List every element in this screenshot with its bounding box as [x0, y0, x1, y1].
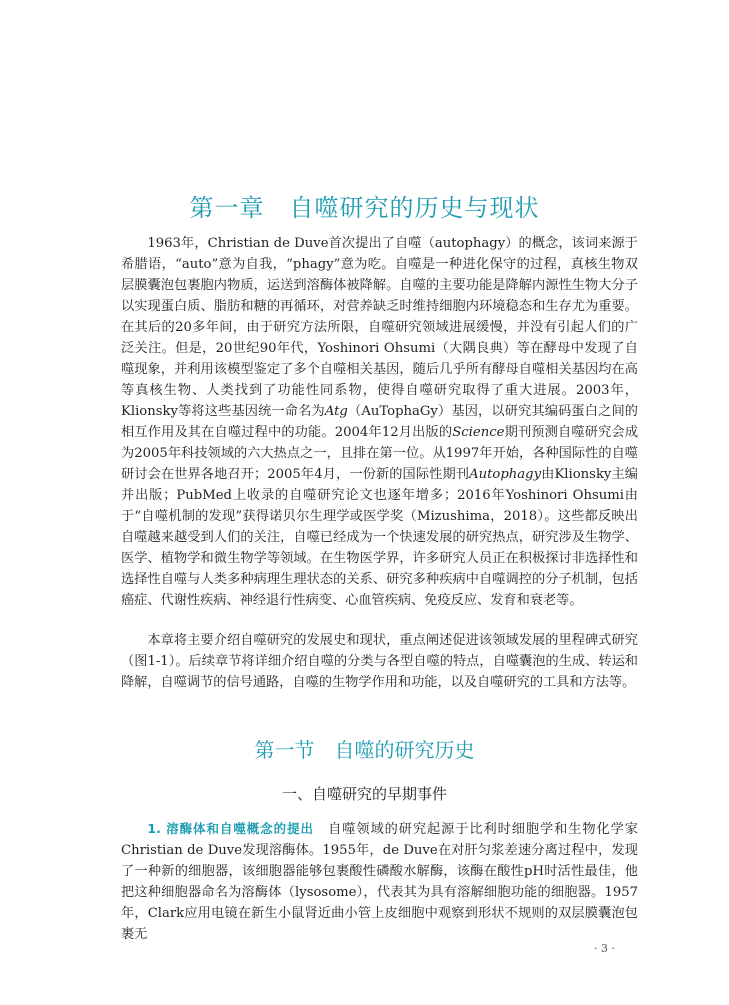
overview-text: 本章将主要介绍自噬研究的发展史和现状，重点阐述促进该领域发展的里程碑式研究（图1-1）。后续章节将详细介绍自噬的分类与各型自噬的特点，自噬囊泡的生成、转运和降解，自噬调节的信号通路，自噬的生物学作用和功能，以及自噬研究的工具和方法等。: [121, 633, 638, 690]
subsection-title: 一、自噬研究的早期事件: [281, 785, 447, 803]
autophagy-journal: Autophagy: [469, 467, 542, 482]
intro-text-2: （AuTophaGy）基因，以研究其编码蛋白之间的相互作用及其在自噬过程中的功能。2004年12月出版的: [121, 404, 638, 440]
lysosome-paragraph: [121, 818, 638, 945]
intro-text-1: 1963年，Christian de Duve首次提出了自噬（autophagy）的概念，该词来源于希腊语，“auto”意为自我，“phagy”意为吃。自噬是一种进化保守的过程，真核生物双层膜囊泡包裹胞内物质，运送到溶酶体被降解。自噬的主要功能是降解内源性生物大分子以实现蛋白质、脂肪和糖的再循环，对营养缺乏时维持细胞内环境稳态和生存尤为重要。在其后的20多年间，由于研究方法所限，自噬研究领域进展缓慢，并没有引起人们的广泛关注。但是，20世纪90年代，Yoshinori Ohsumi（大隅良典）等在酵母中发现了自噬现象，并利用该模型鉴定了多个自噬相关基因，随后几乎所有酵母自噬相关基因均在高等真核生物、人类找到了功能性同系物，使得自噬研究取得了重大进展。2003年，Klionsky等将这些基因统一命名为: [121, 236, 638, 419]
chapter-overview-paragraph: [121, 630, 638, 693]
chapter-title: 第一章 自噬研究的历史与现状: [189, 194, 540, 222]
science-journal: Science: [452, 425, 505, 440]
run-in-heading: 1. 溶酶体和自噬概念的提出: [147, 821, 314, 836]
intro-text-4: 由Klionsky主编并出版；PubMed上收录的自噬研究论文也逐年增多；2016年Yoshinori Ohsumi由于“自噬机制的发现”获得诺贝尔生理学或医学奖（Mizushima，2018）。这些都反映出自噬越来越受到人们的关注，自噬已经成为一个快速发展的研究热点，研究涉及生物学、医学、植物学和微生物学等领域。在生物医学界，许多研究人员正在积极探讨非选择性和选择性自噬与人类多种病理生理状态的关系、研究多种疾病中自噬调控的分子机制，包括癌症、代谢性疾病、神经退行性病变、心血管疾病、免疫反应、发育和衰老等。: [121, 467, 638, 608]
intro-paragraph: [121, 233, 638, 611]
intro-text-3: 期刊预测自噬研究会成为2005年科技领域的六大热点之一，且排在第一位。从1997年开始，各种国际性的自噬研讨会在世界各地召开；2005年4月，一份新的国际性期刊: [121, 425, 639, 482]
page-number: · 3 ·: [594, 942, 615, 955]
section-title: 第一节 自噬的研究历史: [254, 738, 475, 762]
atg-term: Atg: [324, 404, 348, 419]
lysosome-text: 自噬领域的研究起源于比利时细胞学和生物化学家Christian de Duve发现溶酶体。1955年，de Duve在对肝匀浆差速分离过程中，发现了一种新的细胞器，该细胞器能够包裹酸性磷酸水解酶，该酶在酸性pH时活性最佳，他把这种细胞器命名为溶酶体（lysosome），代表其为具有溶解细胞功能的细胞器。1957年，Clark应用电镜在新生小鼠肾近曲小管上皮细胞中观察到形状不规则的双层膜囊泡包裹无: [121, 822, 638, 942]
